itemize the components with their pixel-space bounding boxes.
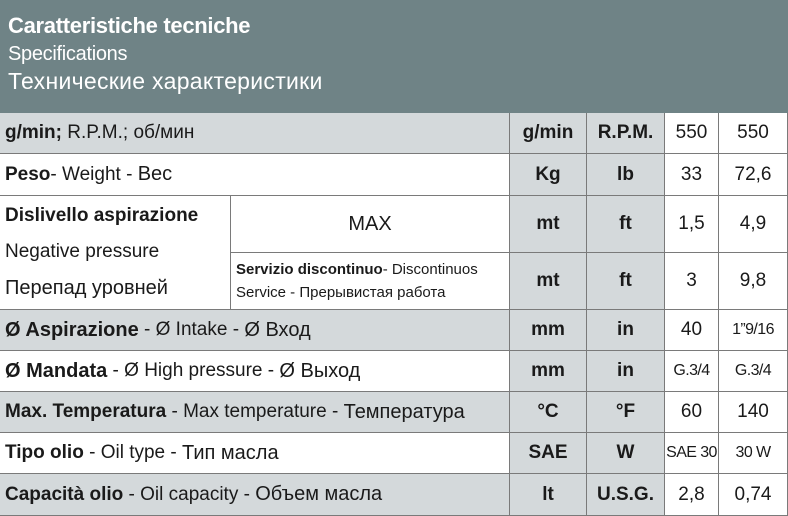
high-pressure-label-en: - Ø High pressure - bbox=[107, 360, 280, 381]
oil-type-value-imperial: 30 W bbox=[719, 433, 788, 474]
weight-value-imperial: 72,6 bbox=[719, 154, 788, 196]
intake-label-cell bbox=[0, 310, 510, 351]
oil-capacity-unit-metric: lt bbox=[510, 474, 587, 516]
weight-unit-imperial: lb bbox=[587, 154, 665, 196]
intake-label-en: - Ø Intake - bbox=[138, 319, 245, 340]
negative-pressure-label-cell bbox=[0, 196, 231, 310]
oil-capacity-unit-imperial: U.S.G. bbox=[587, 474, 665, 516]
high-pressure-unit-imperial: in bbox=[587, 351, 665, 392]
discontinuous-unit-imperial: ft bbox=[587, 253, 665, 310]
discontinuous-unit-metric: mt bbox=[510, 253, 587, 310]
intake-label-it: Ø Aspirazione bbox=[5, 318, 139, 341]
oil-type-label-en: - Oil type - bbox=[83, 442, 182, 463]
negative-pressure-label-en: Negative pressure bbox=[5, 241, 160, 262]
weight-label-en: - Weight - bbox=[50, 163, 138, 185]
intake-label-ru: Ø Вход bbox=[244, 318, 311, 341]
temperature-value-imperial: 140 bbox=[719, 392, 788, 433]
discontinuous-value-imperial: 9,8 bbox=[719, 253, 788, 310]
discontinuous-label-en2: Service - bbox=[236, 284, 300, 301]
temperature-label-ru: Температура bbox=[343, 400, 465, 423]
title-english: Specifications bbox=[8, 43, 128, 65]
discontinuous-label-it: Servizio discontinuo bbox=[236, 261, 383, 278]
oil-capacity-label-it: Capacità olio bbox=[5, 483, 124, 505]
discontinuous-label-ru: Прерывистая работа bbox=[299, 284, 446, 301]
oil-type-unit-imperial: W bbox=[587, 433, 665, 474]
negative-pressure-label-ru: Перепад уровней bbox=[5, 277, 168, 299]
weight-label-ru: Вес bbox=[137, 163, 173, 185]
max-value-metric: 1,5 bbox=[665, 196, 719, 253]
rpm-label-cell bbox=[0, 113, 510, 154]
rpm-unit-imperial: R.P.M. bbox=[587, 113, 665, 154]
oil-type-label-it: Tipo olio bbox=[5, 442, 84, 463]
rpm-value-metric: 550 bbox=[665, 113, 719, 154]
high-pressure-unit-metric: mm bbox=[510, 351, 587, 392]
intake-value-imperial: 1”9/16 bbox=[719, 310, 788, 351]
oil-capacity-label-cell bbox=[0, 474, 510, 516]
negative-pressure-label-it: Dislivello aspirazione bbox=[5, 205, 199, 226]
intake-unit-metric: mm bbox=[510, 310, 587, 351]
rpm-label-it: g/min; bbox=[5, 122, 62, 143]
high-pressure-label-cell bbox=[0, 351, 510, 392]
temperature-label-it: Max. Temperatura bbox=[5, 401, 167, 422]
discontinuous-label-en: - Discontinuos bbox=[382, 261, 478, 278]
max-unit-imperial: ft bbox=[587, 196, 665, 253]
weight-value-metric: 33 bbox=[665, 154, 719, 196]
temperature-value-metric: 60 bbox=[665, 392, 719, 433]
temperature-label-en: - Max temperature - bbox=[166, 401, 344, 422]
temperature-label-cell bbox=[0, 392, 510, 433]
oil-type-label-cell bbox=[0, 433, 510, 474]
weight-label-cell bbox=[0, 154, 510, 196]
temperature-unit-imperial: °F bbox=[587, 392, 665, 433]
oil-type-label-ru: Тип масла bbox=[182, 441, 279, 464]
high-pressure-label-ru: Ø Выход bbox=[279, 359, 361, 382]
discontinuous-label-cell bbox=[231, 253, 510, 310]
rpm-unit-metric: g/min bbox=[510, 113, 587, 154]
oil-capacity-value-metric: 2,8 bbox=[665, 474, 719, 516]
high-pressure-value-metric: G.3/4 bbox=[665, 351, 719, 392]
max-unit-metric: mt bbox=[510, 196, 587, 253]
oil-capacity-label-en: - Oil capacity - bbox=[123, 483, 256, 505]
rpm-label-en: R.P.M.; об/мин bbox=[62, 122, 195, 143]
intake-value-metric: 40 bbox=[665, 310, 719, 351]
title-russian: Технические характеристики bbox=[8, 68, 323, 94]
oil-capacity-value-imperial: 0,74 bbox=[719, 474, 788, 516]
header-banner bbox=[0, 0, 788, 113]
oil-type-value-metric: SAE 30 bbox=[665, 433, 719, 474]
high-pressure-value-imperial: G.3/4 bbox=[719, 351, 788, 392]
max-value-imperial: 4,9 bbox=[719, 196, 788, 253]
weight-unit-metric: Kg bbox=[510, 154, 587, 196]
oil-capacity-label-ru: Объем масла bbox=[255, 483, 383, 505]
high-pressure-label-it: Ø Mandata bbox=[5, 359, 108, 382]
weight-label-it: Peso bbox=[5, 163, 51, 185]
temperature-unit-metric: °C bbox=[510, 392, 587, 433]
oil-type-unit-metric: SAE bbox=[510, 433, 587, 474]
intake-unit-imperial: in bbox=[587, 310, 665, 351]
rpm-value-imperial: 550 bbox=[719, 113, 788, 154]
max-label: MAX bbox=[231, 196, 510, 253]
discontinuous-value-metric: 3 bbox=[665, 253, 719, 310]
title-italian: Caratteristiche tecniche bbox=[8, 13, 251, 38]
